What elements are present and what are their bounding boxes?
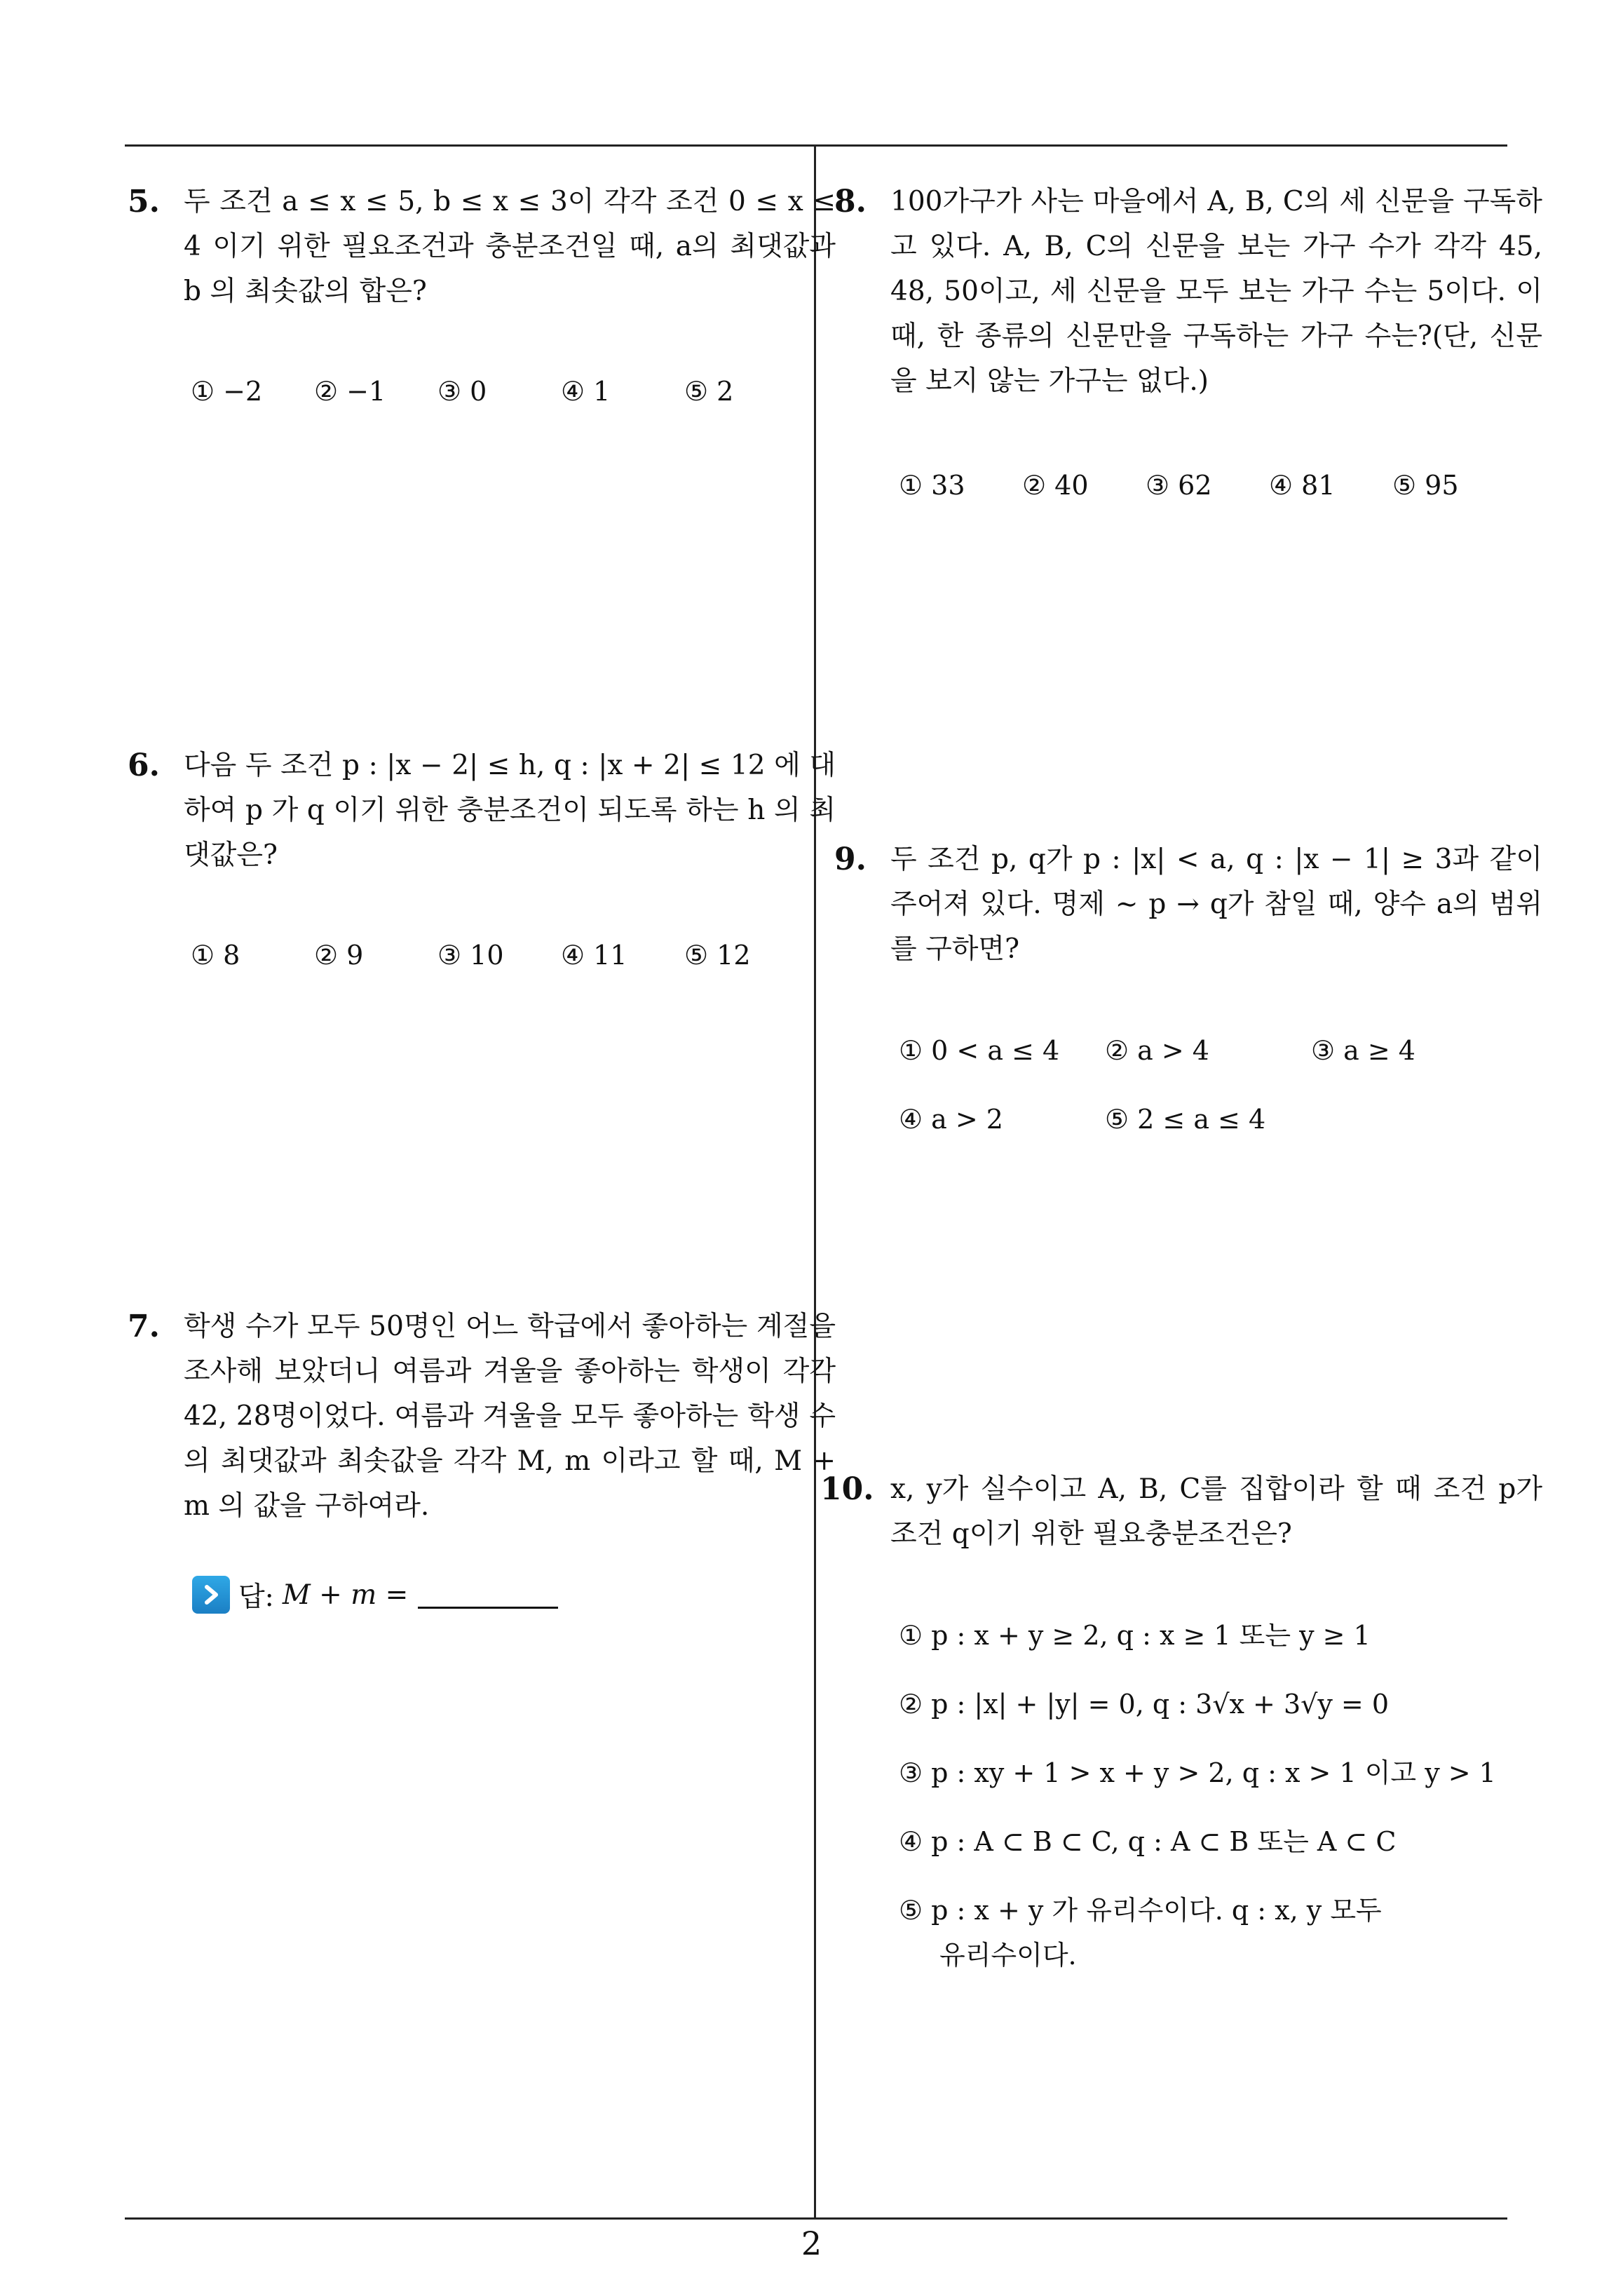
option-2[interactable]: ② a > 4 [1105,1035,1209,1066]
option-3[interactable]: ③ 62 [1146,470,1212,501]
question-number: 9. [834,842,867,877]
bottom-rule [125,2217,1507,2220]
option-3[interactable]: ③ 0 [437,376,487,407]
option-5[interactable]: ⑤ p : x + y 가 유리수이다. q : x, y 모두 [899,1895,1382,1926]
question-text: 100가구가 사는 마을에서 A, B, C의 세 신문을 구독하고 있다. A, B, C의 신문을 보는 가구 수가 각각 45, 48, 50이고, 세 신문을 모두 보는 가구 수는 5이다. 이때, 한 종류의 신문만을 구독하는 가구 수는?(단, 신문을 보지 않는 가구는 없다.) [890,186,1542,397]
option-4[interactable]: ④ 11 [561,940,627,971]
option-4[interactable]: ④ p : A ⊂ B ⊂ C, q : A ⊂ B 또는 A ⊂ C [899,1826,1397,1857]
option-4[interactable]: ④ a > 2 [899,1104,1003,1135]
option-1[interactable]: ① 8 [191,940,240,971]
question-text: 두 조건 a ≤ x ≤ 5, b ≤ x ≤ 3이 각각 조건 0 ≤ x ≤ 4 이기 위한 필요조건과 충분조건일 때, a의 최댓값과 b 의 최솟값의 합은? [184,186,836,307]
option-4[interactable]: ④ 81 [1269,470,1336,501]
option-5[interactable]: ⑤ 12 [684,940,751,971]
chevron-right-icon [192,1576,230,1614]
question-number: 6. [128,748,160,783]
option-2[interactable]: ② p : |x| + |y| = 0, q : 3√x + 3√y = 0 [899,1689,1390,1720]
column-divider [814,144,816,2219]
answer-line [192,1575,558,1614]
option-5-continued: 유리수이다. [939,1940,1077,1971]
option-5[interactable]: ⑤ 2 ≤ a ≤ 4 [1105,1104,1266,1135]
question-text: 두 조건 p, q가 p : |x| < a, q : |x − 1| ≥ 3과 같이 주어져 있다. 명제 ∼ p → q가 참일 때, 양수 a의 범위를 구하면? [890,844,1542,965]
question-7 [128,1304,836,1529]
question-8 [834,180,1542,404]
option-3[interactable]: ③ 10 [437,940,504,971]
page-number: 2 [801,2224,822,2262]
option-1[interactable]: ① −2 [191,376,263,407]
option-2[interactable]: ② 40 [1022,470,1089,501]
question-text: 다음 두 조건 p : |x − 2| ≤ h, q : |x + 2| ≤ 12 에 대하여 p 가 q 이기 위한 충분조건이 되도록 하는 h 의 최댓값은? [184,750,836,871]
question-text: x, y가 실수이고 A, B, C를 집합이라 할 때 조건 p가 조건 q이기 위한 필요충분조건은? [890,1473,1542,1550]
question-number: 5. [128,184,160,220]
option-1[interactable]: ① 33 [899,470,965,501]
question-5 [128,180,836,314]
question-number: 8. [834,184,867,220]
question-text: 학생 수가 모두 50명인 어느 학급에서 좋아하는 계절을 조사해 보았더니 여름과 겨울을 좋아하는 학생이 각각 42, 28명이었다. 여름과 겨울을 모두 좋아하는 학생 수의 최댓값과 최솟값을 각각 M, m 이라고 할 때, M + m 의 값을 구하여라. [184,1311,836,1522]
question-number: 7. [128,1309,160,1344]
option-1[interactable]: ① p : x + y ≥ 2, q : x ≥ 1 또는 y ≥ 1 [899,1620,1371,1651]
option-5[interactable]: ⑤ 95 [1392,470,1459,501]
option-2[interactable]: ② −1 [314,376,386,407]
option-1[interactable]: ① 0 < a ≤ 4 [899,1035,1060,1066]
option-2[interactable]: ② 9 [314,940,364,971]
top-rule [125,144,1507,147]
answer-blank[interactable] [418,1607,558,1609]
answer-expression: M + m = [282,1579,409,1611]
option-5[interactable]: ⑤ 2 [684,376,734,407]
question-9 [834,837,1542,972]
question-number: 10. [820,1471,874,1507]
option-3[interactable]: ③ a ≥ 4 [1311,1035,1415,1066]
option-3[interactable]: ③ p : xy + 1 > x + y > 2, q : x > 1 이고 y > 1 [899,1757,1496,1788]
question-6 [128,743,836,878]
option-4[interactable]: ④ 1 [561,376,611,407]
question-10 [820,1467,1542,1557]
answer-label: 답: [238,1581,274,1613]
